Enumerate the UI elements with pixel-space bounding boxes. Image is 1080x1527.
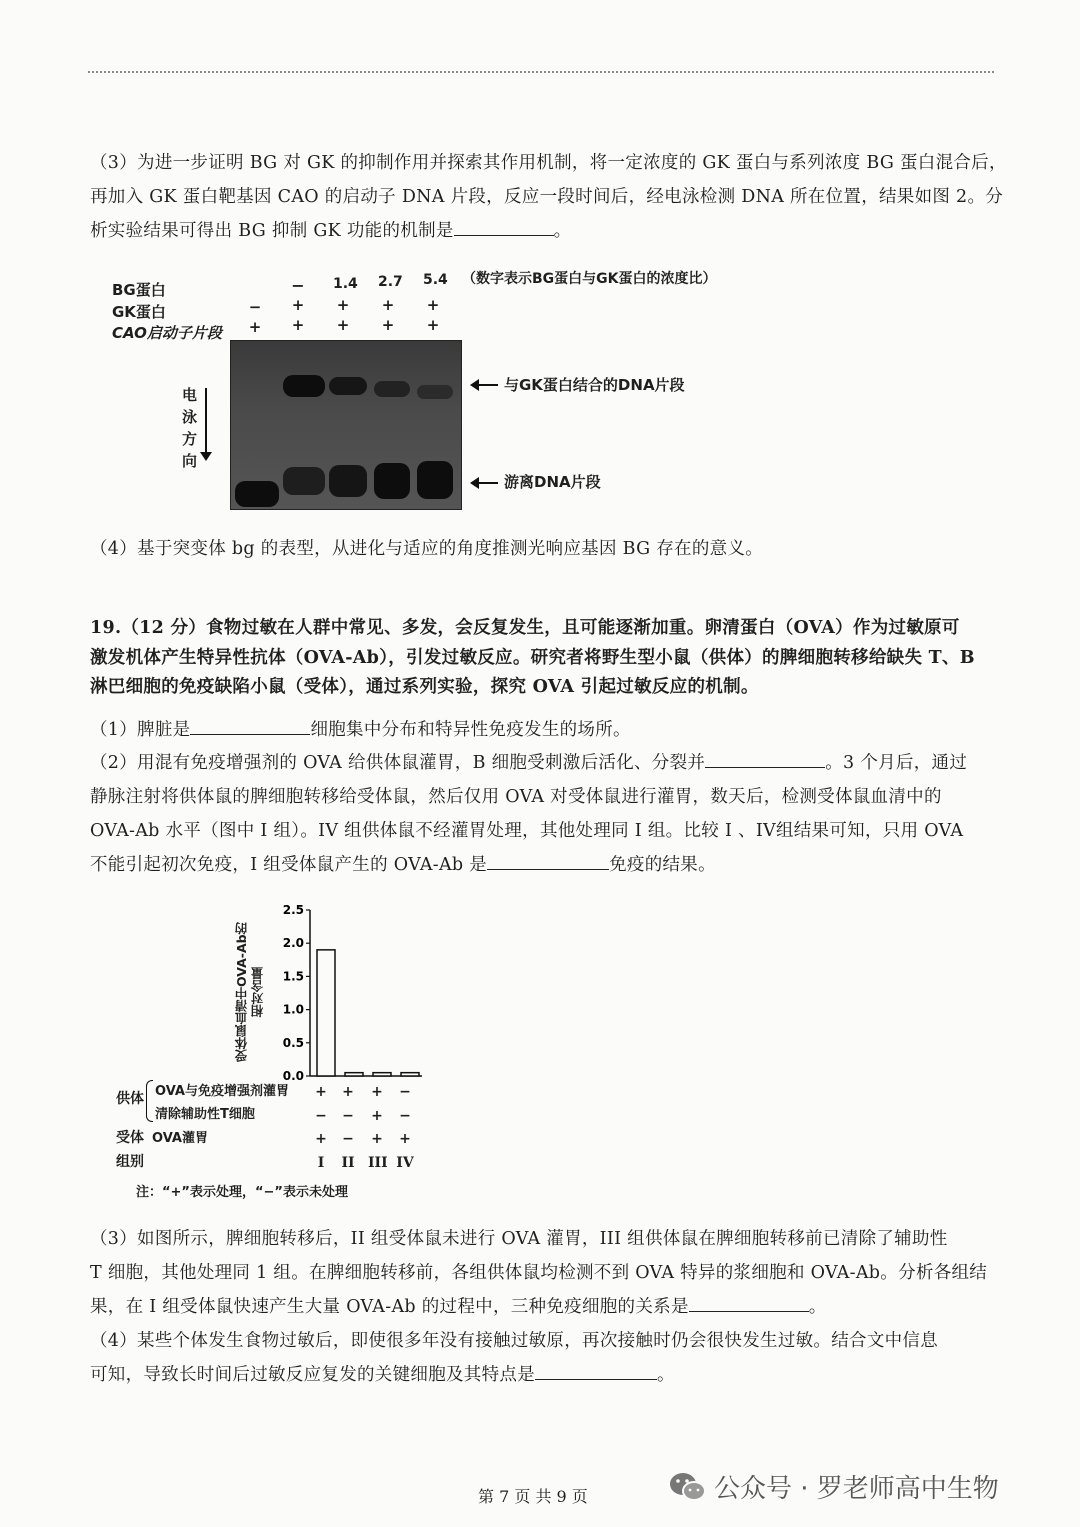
cao-sign-2: + [336, 316, 350, 334]
y-tick-label: 1.0 [282, 1002, 304, 1017]
free-band-lane3 [329, 465, 367, 497]
recipient-label: 受体 [116, 1130, 144, 1146]
free-arrow [476, 482, 498, 484]
q18-part3-text: 析实验结果可得出 BG 抑制 GK 功能的机制是 [90, 221, 454, 241]
q19-intro-line3: 淋巴细胞的免疫缺陷小鼠（受体），通过系列实验，探究 OVA 引起过敏反应的机制。 [90, 677, 759, 697]
y-tick-label: 0.5 [282, 1035, 304, 1050]
row1-label: OVA与免疫增强剂灌胃 [155, 1084, 289, 1099]
bar-II [345, 1073, 363, 1076]
answer-blank[interactable] [705, 747, 825, 768]
free-band-lane5 [417, 461, 453, 499]
row1-cell-IV: − [399, 1084, 411, 1100]
group-category-IV: IV [396, 1155, 414, 1171]
y-tick-label: 0.0 [282, 1069, 304, 1083]
free-band-lane4 [374, 463, 410, 499]
ratio-note: （数字表示BG蛋白与GK蛋白的浓度比） [462, 271, 717, 287]
y-tick-label: 1.5 [282, 969, 304, 984]
cao-sign-1: + [291, 316, 305, 334]
bar-IV [401, 1073, 419, 1076]
answer-blank[interactable] [487, 849, 609, 870]
q19-part3-line3: 果，在 I 组受体鼠快速产生大量 OVA-Ab 的过程中，三种免疫细胞的关系是 。 [90, 1290, 827, 1324]
q19-part2-line4: 不能引起初次免疫，I 组受体鼠产生的 OVA-Ab 是 免疫的结果。 [90, 848, 716, 882]
q19-part4-line1: （4）某些个体发生食物过敏后，即使很多年没有接触过敏原，再次接触时仍会很快发生过敏。结合文中信息 [90, 1331, 939, 1351]
bound-dna-label: 与GK蛋白结合的DNA片段 [504, 376, 685, 394]
gk-sign-3: + [381, 296, 395, 314]
q19-part2-line3: OVA-Ab 水平（图中 I 组）。IV 组供体鼠不经灌胃处理，其他处理同 I 组。比较 I 、IV组结果可知，只用 OVA [90, 821, 964, 841]
row2-cell-II: − [342, 1108, 354, 1124]
chart-note: 注：“+”表示处理，“−”表示未处理 [136, 1185, 348, 1200]
direction-label: 电 泳 方 向 [182, 386, 198, 470]
bar-I [317, 950, 335, 1076]
group-category-II: II [341, 1155, 355, 1171]
row1-cell-II: + [342, 1084, 354, 1100]
bound-band-lane2 [283, 375, 325, 397]
free-band-lane1 [235, 481, 279, 507]
row3-label: OVA灌胃 [152, 1131, 208, 1146]
gk-sign-4: + [426, 296, 440, 314]
y-tick-label: 2.0 [282, 936, 304, 951]
q19-part3-line2: T 细胞，其他处理同 1 组。在脾细胞转移前，各组供体鼠均检测不到 OVA 特异的浆细胞和 OVA-Ab。分析各组结 [90, 1263, 988, 1283]
bound-band-lane3 [329, 377, 367, 395]
q19-part1: （1）脾脏是 细胞集中分布和特异性免疫发生的场所。 [90, 713, 631, 747]
group-label: 组别 [116, 1154, 144, 1170]
q18-part3-line2: 再加入 GK 蛋白靶基因 CAO 的启动子 DNA 片段，反应一段时间后，经电泳检测 DNA 所在位置，结果如图 2。分 [90, 187, 1004, 207]
watermark-text: 公众号 · 罗老师高中生物 [714, 1474, 999, 1504]
q19-part3-line1: （3）如图所示，脾细胞转移后，II 组受体鼠未进行 OVA 灌胃，III 组供体鼠在脾细胞转移前已清除了辅助性 [90, 1229, 948, 1249]
group-category-I: I [317, 1155, 325, 1171]
bound-arrow [476, 384, 498, 386]
bound-arrowhead [470, 379, 479, 391]
q19-part2-line2: 静脉注射将供体鼠的脾细胞转移给受体鼠，然后仅用 OVA 对受体鼠进行灌胃，数天后，检测受体鼠血清中的 [90, 787, 942, 807]
direction-arrow [205, 388, 207, 456]
header-rule [88, 71, 994, 73]
row2-cell-I: − [315, 1108, 327, 1124]
gk-sign-0: − [248, 298, 262, 316]
ratio-2: 2.7 [378, 274, 403, 290]
free-dna-label: 游离DNA片段 [504, 473, 601, 491]
group-category-III: III [368, 1155, 388, 1171]
page-number: 第 7 页 共 9 页 [478, 1487, 588, 1506]
bound-band-lane4 [374, 381, 410, 397]
q18-part3-line1: （3）为进一步证明 BG 对 GK 的抑制作用并探索其作用机制，将一定浓度的 GK 蛋白与系列浓度 BG 蛋白混合后， [90, 153, 1007, 173]
free-band-lane2 [283, 467, 325, 495]
row3-cell-II: − [342, 1131, 354, 1147]
row-label-cao: CAO启动子片段 [112, 324, 222, 342]
row3-cell-IV: + [399, 1131, 411, 1147]
row2-cell-III: + [371, 1108, 383, 1124]
y-tick-label: 2.5 [282, 903, 304, 917]
row-label-bg: BG蛋白 [112, 281, 166, 299]
answer-blank[interactable] [454, 215, 554, 236]
q18-part4: （4）基于突变体 bg 的表型，从进化与适应的角度推测光响应基因 BG 存在的意义。 [90, 539, 764, 559]
donor-label: 供体 [116, 1091, 144, 1107]
q19-intro-line1: 19.（12 分）食物过敏在人群中常见、多发，会反复发生，且可能逐渐加重。卵清蛋白（OVA）作为过敏原可 [90, 618, 960, 638]
q18-part3-line3 [90, 214, 571, 248]
bound-band-lane5 [417, 385, 453, 399]
direction-arrowhead [200, 452, 212, 461]
gk-sign-1: + [291, 296, 305, 314]
q19-part4-line2: 可知，导致长时间后过敏反应复发的关键细胞及其特点是 。 [90, 1358, 675, 1392]
y-axis-label: 受体鼠血清中OVA-Ab的相对含量 [234, 921, 265, 1063]
row-label-gk: GK蛋白 [112, 303, 166, 321]
cao-sign-3: + [381, 316, 395, 334]
answer-blank[interactable] [190, 714, 310, 735]
cao-sign-0: + [248, 318, 262, 336]
free-arrowhead [470, 477, 479, 489]
row1-cell-III: + [371, 1084, 383, 1100]
ratio-3: 5.4 [423, 272, 448, 288]
bar-chart [270, 896, 430, 1086]
bar-III [373, 1073, 391, 1076]
gk-sign-2: + [336, 296, 350, 314]
period: 。 [553, 221, 572, 241]
q19-intro-line2: 激发机体产生特异性抗体（OVA-Ab），引发过敏反应。研究者将野生型小鼠（供体）的脾细胞转移给缺失 T、B [90, 648, 975, 668]
row1-cell-I: + [315, 1084, 327, 1100]
ratio-0: − [291, 276, 305, 295]
wechat-icon [668, 1470, 708, 1504]
row3-cell-III: + [371, 1131, 383, 1147]
row3-cell-I: + [315, 1131, 327, 1147]
row2-cell-IV: − [399, 1108, 411, 1124]
answer-blank[interactable] [535, 1359, 657, 1380]
q19-part2-line1: （2）用混有免疫增强剂的 OVA 给供体鼠灌胃，B 细胞受刺激后活化、分裂并 。3 个月后，通过 [90, 746, 967, 780]
donor-brace [146, 1080, 153, 1122]
ratio-1: 1.4 [333, 276, 358, 292]
cao-sign-4: + [426, 316, 440, 334]
answer-blank[interactable] [689, 1291, 809, 1312]
row2-label: 清除辅助性T细胞 [155, 1107, 255, 1122]
electrophoresis-gel [230, 340, 462, 510]
